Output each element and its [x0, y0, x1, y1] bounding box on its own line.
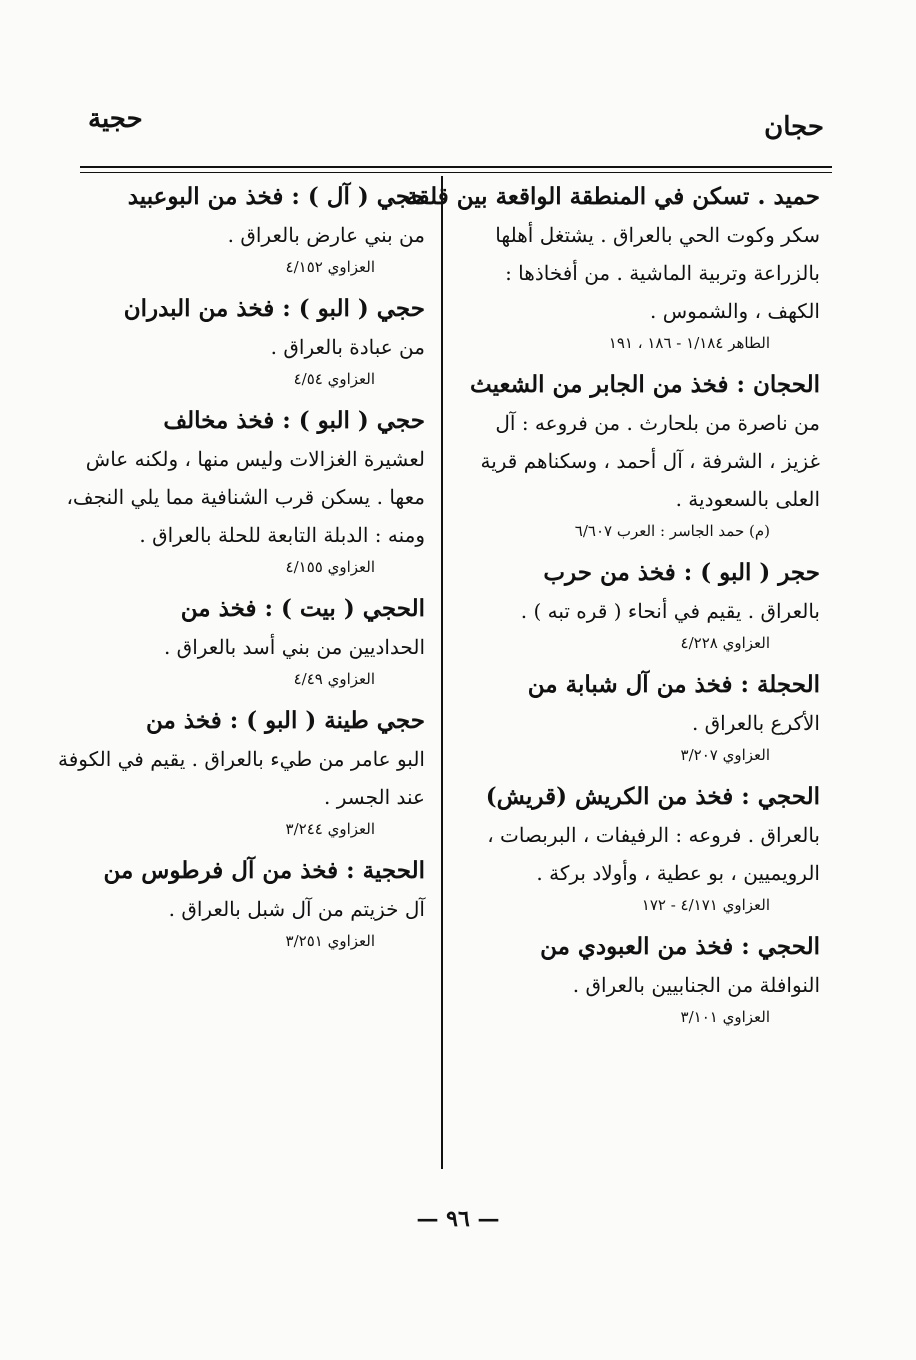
entry-text-line: عند الجسر . [324, 785, 425, 809]
entry-headline: الحجي : فخذ من العبودي من [540, 933, 820, 960]
dictionary-entry [80, 852, 425, 954]
entry-text-line: الرويميين ، بو عطية ، وأولاد بركة . [536, 861, 820, 885]
dictionary-entry [458, 666, 820, 768]
entry-headline: حجي طينة ( البو ) : فخذ من [145, 707, 425, 734]
dictionary-entry [80, 290, 425, 392]
entry-text-line: بالزراعة وتربية الماشية . من أفخاذها : [505, 261, 820, 285]
entry-text-line: لعشيرة الغزالات وليس منها ، ولكنه عاش [85, 447, 425, 471]
entry-text-line: آل خزيتم من آل شبل بالعراق . [168, 897, 425, 921]
entry-headline: الحجلة : فخذ من آل شبابة من [527, 671, 820, 698]
dictionary-entry [80, 178, 425, 280]
entry-text-line: من ناصرة من بلحارث . من فروعه : آل [495, 411, 820, 435]
entry-headline: حميد . تسكن في المنطقة الواقعة بين قلقة [406, 183, 820, 210]
entry-headline: الحجي ( بيت ) : فخذ من [180, 595, 425, 622]
entry-text-line: الحداديين من بني أسد بالعراق . [163, 635, 425, 659]
dictionary-entry [406, 178, 820, 356]
entry-reference: العزاوي ٣/٢٤٤ [285, 820, 375, 838]
entry-text-line: بالعراق . فروعه : الرفيفات ، البربصات ، [487, 823, 820, 847]
entry-reference: العزاوي ٤/١٥٢ [285, 258, 375, 276]
entry-reference: الطاهر ١/١٨٤ - ١٨٦ ، ١٩١ [608, 334, 770, 352]
entry-text-line: سكر وكوت الحي بالعراق . يشتغل أهلها [495, 223, 820, 247]
entry-reference: (م) حمد الجاسر : العرب ٦/٦٠٧ [574, 522, 770, 540]
entry-text-line: من عبادة بالعراق . [270, 335, 425, 359]
dictionary-entry [458, 366, 820, 544]
page-number: — ٩٦ — [416, 1206, 500, 1232]
entry-headline: الحجية : فخذ من آل فرطوس من [103, 857, 425, 884]
entry-reference: العزاوي ٣/١٠١ [680, 1008, 770, 1026]
header-rule-thin [80, 172, 832, 173]
entry-text-line: الكهف ، والشموس . [650, 299, 820, 323]
dictionary-entry [80, 590, 425, 692]
header-rule-thick [80, 166, 832, 168]
entry-reference: العزاوي ٤/٤٩ [293, 670, 375, 688]
entry-text-line: الأكرع بالعراق . [691, 711, 820, 735]
entry-reference: العزاوي ٤/١٧١ - ١٧٢ [641, 896, 770, 914]
entry-headline: الحجي : فخذ من الكريش (قريش) [485, 783, 820, 810]
dictionary-entry [458, 928, 820, 1030]
entry-text-line: بالعراق . يقيم في أنحاء ( قره تبه ) . [520, 599, 820, 623]
entry-text-line: من بني عارض بالعراق . [227, 223, 425, 247]
entry-headline: حجي ( البو ) : فخذ من البدران [123, 295, 425, 322]
dictionary-entry [57, 702, 425, 842]
entry-headline: الحجان : فخذ من الجابر من الشعيث [470, 371, 820, 398]
left-column [57, 178, 425, 964]
entry-headline: حجي ( آل ) : فخذ من البوعبيد [127, 183, 425, 210]
entry-reference: العزاوي ٤/٢٢٨ [680, 634, 770, 652]
entry-headline: حجر ( البو ) : فخذ من حرب [543, 559, 820, 586]
running-header-left: حجية [88, 104, 143, 134]
entry-text-line: معها . يسكن قرب الشنافية مما يلي النجف، [66, 485, 425, 509]
entry-text-line: ومنه : الدبلة التابعة للحلة بالعراق . [139, 523, 425, 547]
entry-text-line: النوافلة من الجنابيين بالعراق . [572, 973, 820, 997]
dictionary-entry [66, 402, 425, 580]
dictionary-entry [458, 554, 820, 656]
entry-text-line: العلى بالسعودية . [675, 487, 820, 511]
right-column [406, 178, 820, 1040]
entry-headline: حجي ( البو ) : فخذ مخالف [163, 407, 425, 434]
running-header-right: حجان [764, 112, 824, 142]
column-divider [441, 176, 443, 1169]
entry-reference: العزاوي ٣/٢٥١ [285, 932, 375, 950]
entry-text-line: البو عامر من طيء بالعراق . يقيم في الكوفة [57, 747, 425, 771]
dictionary-entry [458, 778, 820, 918]
entry-text-line: غزيز ، الشرفة ، آل أحمد ، وسكناهم قرية [480, 449, 820, 473]
entry-reference: العزاوي ٤/٥٤ [293, 370, 375, 388]
entry-reference: العزاوي ٣/٢٠٧ [680, 746, 770, 764]
entry-reference: العزاوي ٤/١٥٥ [285, 558, 375, 576]
